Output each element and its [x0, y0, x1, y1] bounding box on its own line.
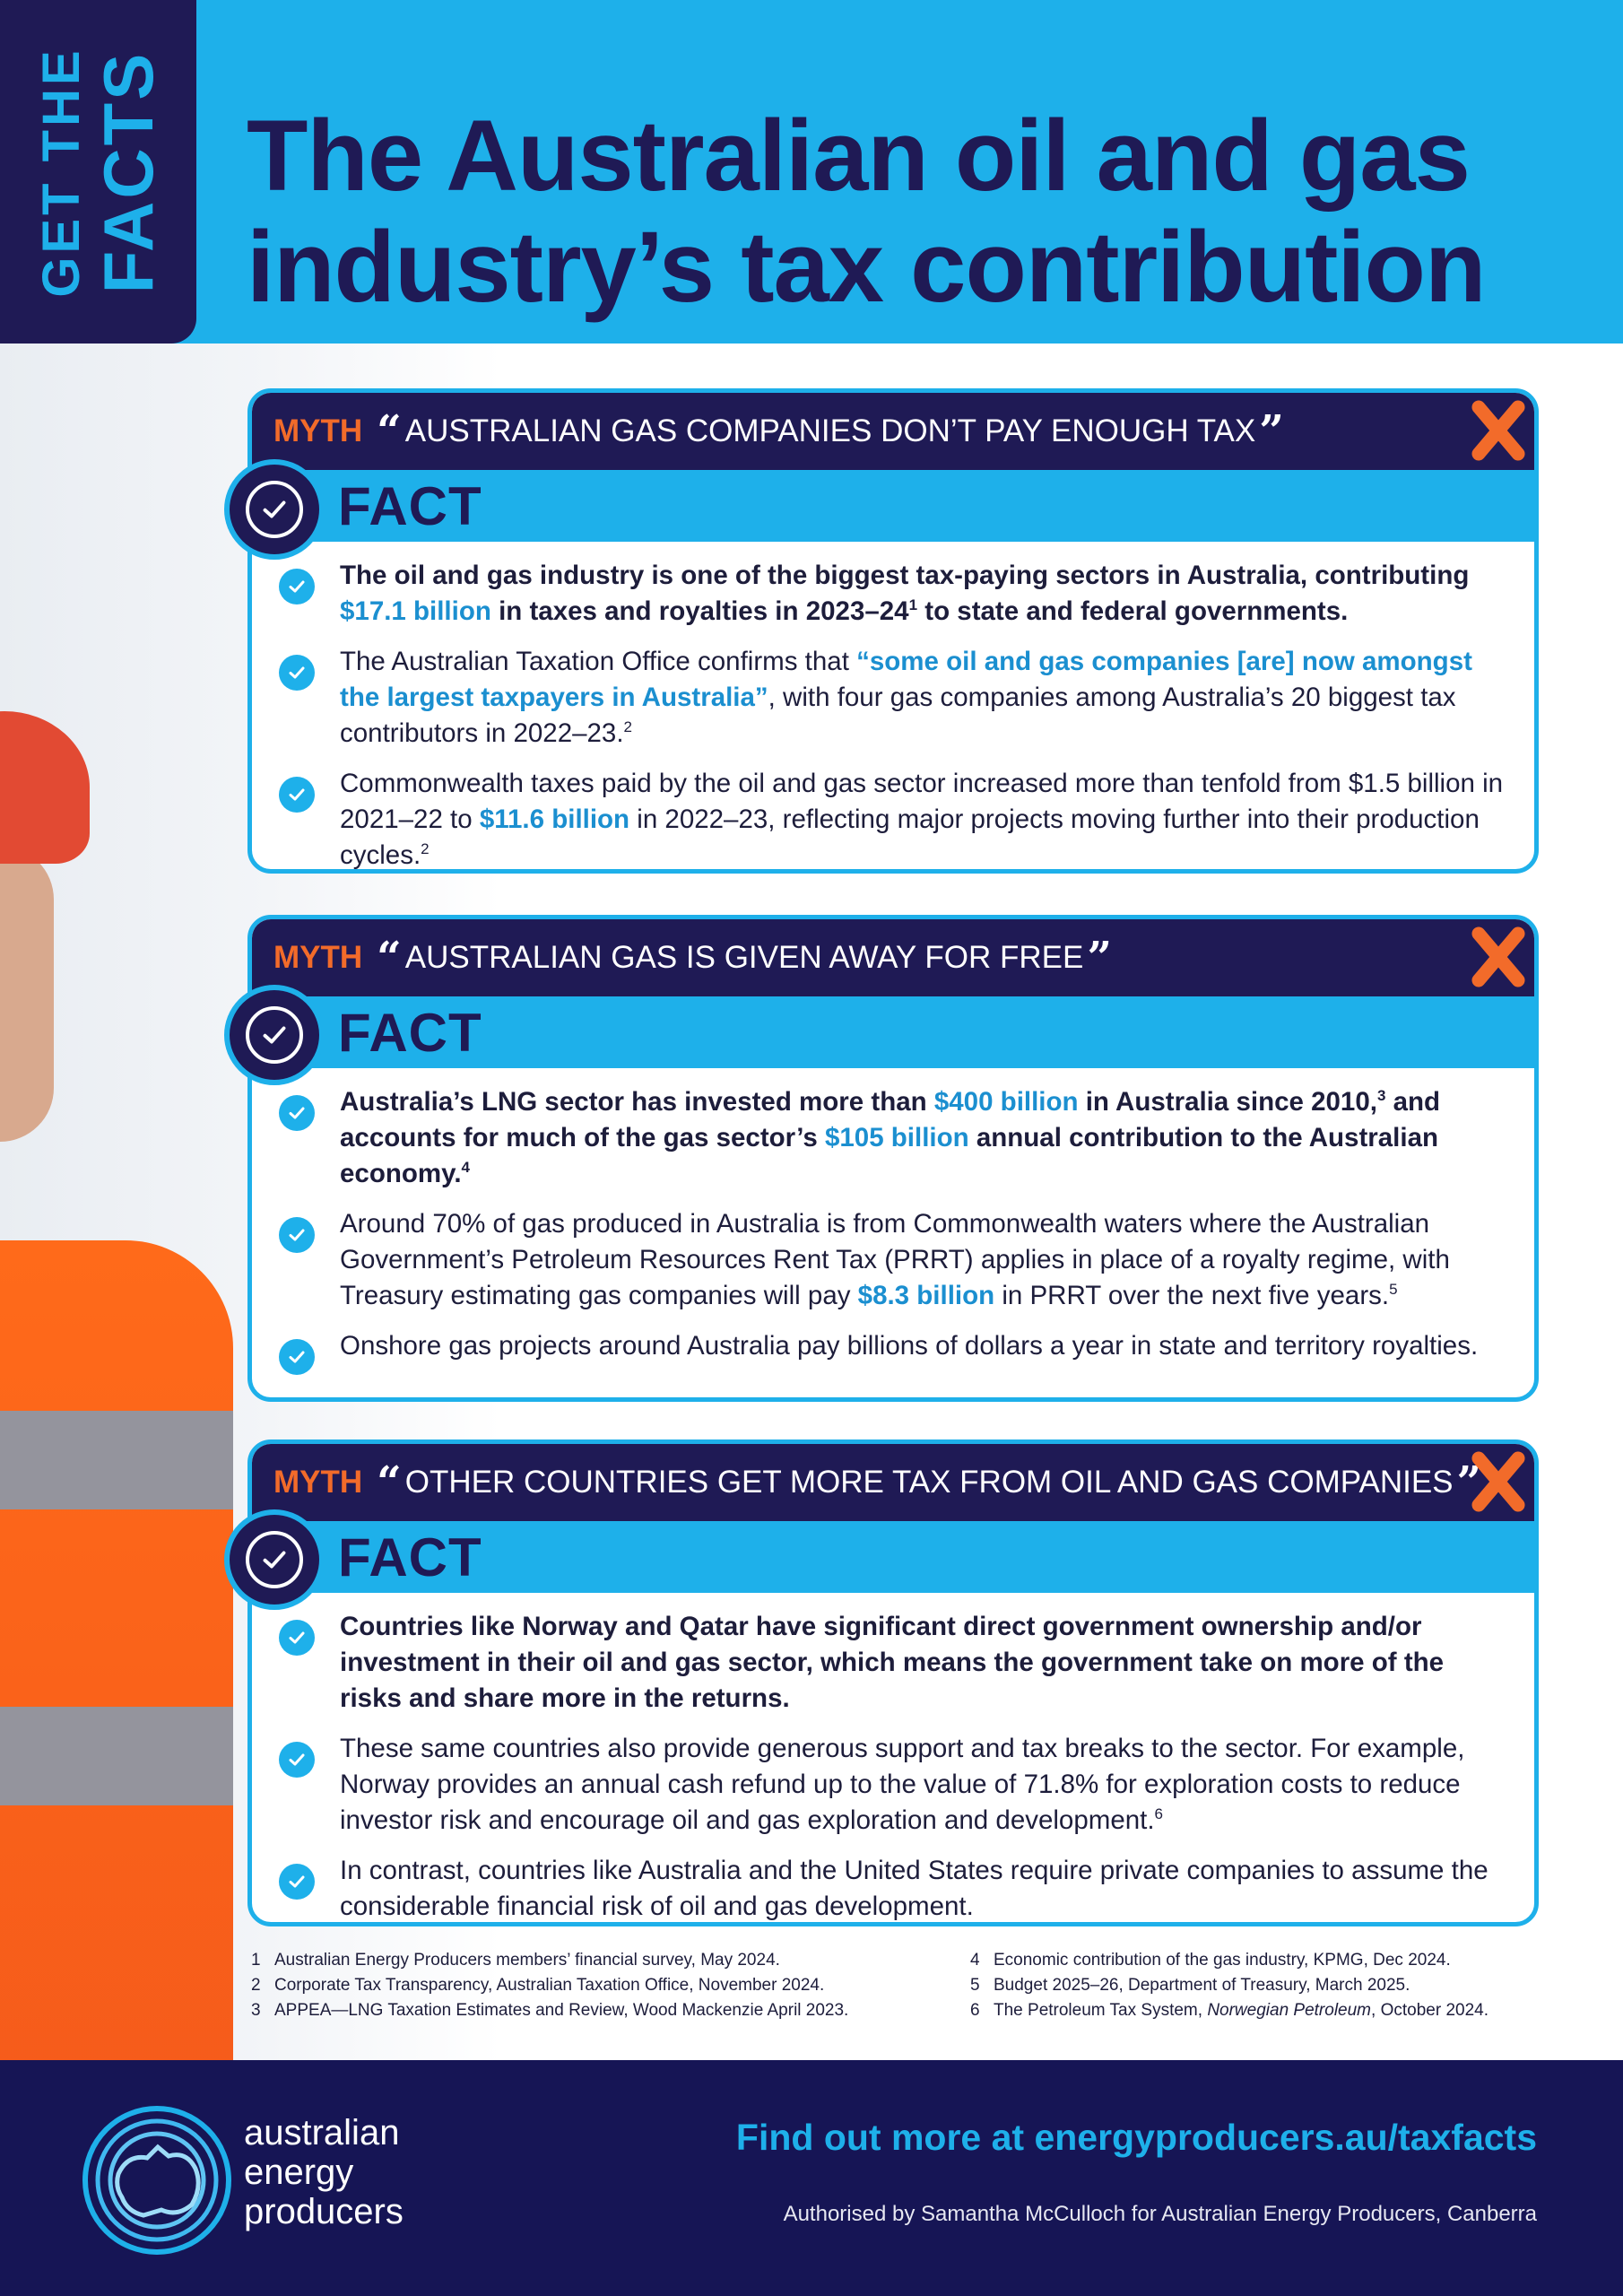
- find-out-more-link[interactable]: Find out more at energyproducers.au/taxfacts: [735, 2117, 1537, 2158]
- australian-energy-producers-logo-icon: [81, 2104, 233, 2257]
- fact-text: Countries like Norway and Qatar have significant direct government ownership and/or investment in their oil and gas sector, which means the government take on more of the risks and share more in the returns.: [340, 1612, 1445, 1713]
- highlight-figure: $105 billion: [824, 1123, 969, 1152]
- fact-text: Commonwealth taxes paid by the oil and gas sector increased more than tenfold from $1.5 billion in 2021–22 to: [340, 769, 1504, 834]
- fact-list: [252, 542, 1534, 874]
- hard-hat-shape: [0, 711, 90, 864]
- close-quote: ”: [1456, 1457, 1482, 1508]
- myth-fact-card-2: [247, 915, 1539, 1402]
- fact-text: to state and federal governments.: [917, 596, 1349, 626]
- check-icon: [279, 1620, 315, 1656]
- fact-check-badge: [224, 459, 325, 560]
- highlight-figure: $11.6 billion: [479, 804, 630, 834]
- reflective-stripe-shape: [0, 1411, 233, 1509]
- check-icon: [279, 1742, 315, 1778]
- fact-text: annual contribution to the Australian economy.: [340, 1123, 1438, 1188]
- highlight-figure: $17.1 billion: [340, 596, 491, 626]
- cross-icon: [1470, 926, 1527, 987]
- logo-wordmark-line: energy: [244, 2152, 354, 2192]
- fact-item: [252, 1328, 1507, 1364]
- check-icon: [279, 1095, 315, 1131]
- myth-bar: [252, 919, 1534, 996]
- references-left: [251, 1948, 848, 2023]
- tag-line-1: GET THE: [32, 47, 91, 298]
- fact-item: [252, 1731, 1507, 1839]
- footnote-ref: 2: [623, 718, 632, 736]
- fact-text: , with four gas companies among Australia’s 20 biggest tax contributors in 2022–23.: [340, 683, 1456, 748]
- footnote-ref: 5: [1389, 1281, 1398, 1299]
- footnote-ref: 3: [1376, 1087, 1386, 1105]
- reference-number: 3: [251, 2001, 261, 2020]
- myth-fact-card-1: [247, 388, 1539, 874]
- footnote-ref: 6: [1154, 1805, 1163, 1823]
- reference-number: 4: [970, 1951, 980, 1970]
- fact-text: in 2022–23, reflecting major projects moving further into their production cycles.: [340, 804, 1480, 870]
- reference-text: Economic contribution of the gas industry, KPMG, Dec 2024.: [994, 1951, 1451, 1970]
- fact-text: The oil and gas industry is one of the biggest tax-paying sectors in Australia, contributing: [340, 561, 1470, 590]
- reference-number: 2: [251, 1976, 261, 1995]
- fact-list: [252, 1068, 1534, 1364]
- authorisation-statement: Authorised by Samantha McCulloch for Australian Energy Producers, Canberra: [783, 2202, 1537, 2226]
- fact-bar: [252, 470, 1534, 542]
- logo-wordmark-line: producers: [244, 2192, 404, 2231]
- highlight-figure: $400 billion: [933, 1087, 1079, 1117]
- fact-label: FACT: [338, 1526, 482, 1587]
- reference-item: [251, 1998, 848, 2023]
- myth-statement: AUSTRALIAN GAS IS GIVEN AWAY FOR FREE: [404, 940, 1084, 975]
- page-title-line-2: industry’s tax contribution: [247, 211, 1486, 323]
- fact-item: [252, 1084, 1507, 1192]
- references-right: [970, 1948, 1488, 2023]
- reference-item: [970, 1998, 1488, 2023]
- get-the-facts-tag: [0, 0, 196, 344]
- fact-item: [252, 1206, 1507, 1314]
- myth-label: MYTH: [273, 1465, 363, 1500]
- reference-text-italic: Norwegian Petroleum: [1207, 2001, 1372, 2020]
- logo-wordmark: [244, 2113, 404, 2231]
- footnote-ref: 1: [908, 596, 918, 614]
- reference-item: [970, 1948, 1488, 1973]
- fact-list: [252, 1593, 1534, 1925]
- fact-label: FACT: [338, 1002, 482, 1063]
- check-icon: [279, 569, 315, 604]
- fact-check-badge: [224, 985, 325, 1085]
- check-icon: [258, 1019, 291, 1051]
- fact-text: Australia’s LNG sector has invested more than: [340, 1087, 934, 1117]
- check-icon: [279, 777, 315, 813]
- fact-item: [252, 558, 1507, 630]
- fact-item: [252, 1609, 1507, 1717]
- reference-number: 6: [970, 2001, 980, 2020]
- reference-text: Australian Energy Producers members’ financial survey, May 2024.: [274, 1951, 780, 1970]
- page-title-line-1: The Australian oil and gas: [247, 100, 1470, 212]
- fact-item: [252, 1853, 1507, 1925]
- fact-label: FACT: [338, 475, 482, 536]
- open-quote: “: [377, 406, 402, 457]
- fact-text: These same countries also provide generous support and tax breaks to the sector. For example, Norway provides an annual cash refund up to the value of 71.8% for exploration costs to reduce investor risk and encourage oil and gas exploration and development.: [340, 1734, 1465, 1835]
- fact-text: Around 70% of gas produced in Australia is from Commonwealth waters where the Australian Government’s Petroleum Resources Rent Tax (PRRT) applies in place of a royalty regime, with Treasury estimating gas companies will pay: [340, 1209, 1450, 1310]
- close-quote: ”: [1259, 406, 1284, 457]
- reference-number: 5: [970, 1976, 980, 1995]
- fact-text: In contrast, countries like Australia and the United States require private companies to assume the considerable financial risk of oil and gas development.: [340, 1856, 1488, 1921]
- fact-bar: [252, 1521, 1534, 1593]
- reference-item: [251, 1948, 848, 1973]
- check-icon: [279, 1217, 315, 1253]
- fact-text: Onshore gas projects around Australia pay billions of dollars a year in state and territory royalties.: [340, 1331, 1479, 1361]
- cross-icon: [1470, 1451, 1527, 1512]
- fact-item: [252, 766, 1507, 874]
- check-icon: [279, 655, 315, 691]
- footnote-ref: 2: [421, 840, 430, 858]
- check-icon: [279, 1864, 315, 1900]
- myth-label: MYTH: [273, 413, 363, 448]
- reference-text: The Petroleum Tax System,: [994, 2001, 1208, 2020]
- myth-statement: AUSTRALIAN GAS COMPANIES DON’T PAY ENOUGH TAX: [404, 413, 1256, 448]
- myth-bar: [252, 1444, 1534, 1521]
- fact-text: The Australian Taxation Office confirms that: [340, 647, 857, 676]
- reference-text: , October 2024.: [1371, 2001, 1488, 2020]
- reference-text: Budget 2025–26, Department of Treasury, March 2025.: [994, 1976, 1410, 1995]
- tag-line-2: FACTS: [89, 50, 168, 294]
- myth-fact-card-3: [247, 1439, 1539, 1926]
- logo-wordmark-line: australian: [244, 2113, 400, 2152]
- fact-item: [252, 644, 1507, 752]
- reflective-stripe-shape: [0, 1707, 233, 1805]
- reference-item: [251, 1973, 848, 1998]
- check-icon: [258, 493, 291, 526]
- fact-check-badge: [224, 1509, 325, 1610]
- reference-text: Corporate Tax Transparency, Australian Taxation Office, November 2024.: [274, 1976, 825, 1995]
- page-title: [247, 100, 1574, 323]
- myth-bar: [252, 393, 1534, 470]
- myth-label: MYTH: [273, 940, 363, 975]
- check-icon: [258, 1544, 291, 1576]
- cross-icon: [1470, 400, 1527, 461]
- worker-face-shape: [0, 846, 54, 1142]
- open-quote: “: [377, 933, 402, 983]
- check-icon: [279, 1339, 315, 1375]
- fact-bar: [252, 996, 1534, 1068]
- fact-text: in taxes and royalties in 2023–24: [490, 596, 909, 626]
- fact-text: and accounts for much of the gas sector’s: [340, 1087, 1441, 1152]
- header-banner: [0, 0, 1623, 344]
- open-quote: “: [377, 1457, 402, 1508]
- highlight-quote: “some oil and gas companies [are] now amongst the largest taxpayers in Australia”: [340, 647, 1472, 712]
- reference-text: APPEA—LNG Taxation Estimates and Review, Wood Mackenzie April 2023.: [274, 2001, 849, 2020]
- highlight-figure: $8.3 billion: [857, 1281, 995, 1310]
- close-quote: ”: [1087, 933, 1112, 983]
- fact-text: in Australia since 2010,: [1078, 1087, 1377, 1117]
- footnote-ref: 4: [461, 1159, 470, 1177]
- reference-item: [970, 1973, 1488, 1998]
- fact-text: in PRRT over the next five years.: [994, 1281, 1390, 1310]
- reference-number: 1: [251, 1951, 261, 1970]
- myth-statement: OTHER COUNTRIES GET MORE TAX FROM OIL AND GAS COMPANIES: [404, 1465, 1454, 1500]
